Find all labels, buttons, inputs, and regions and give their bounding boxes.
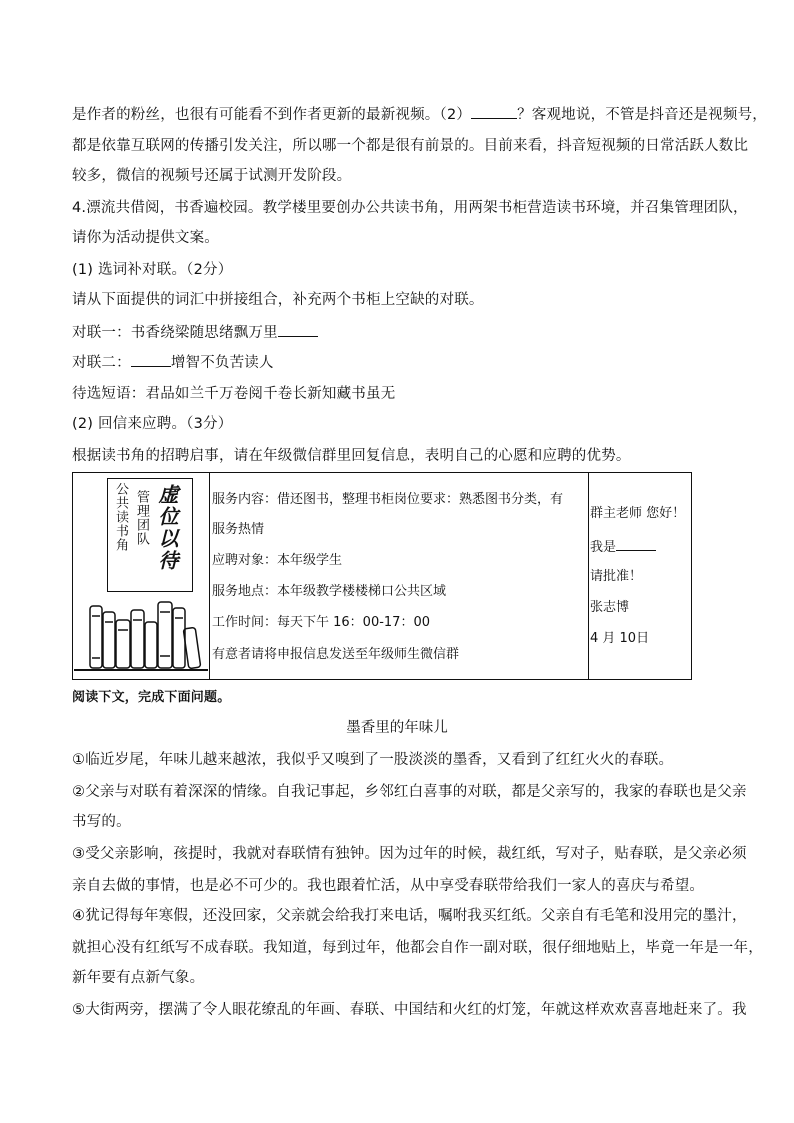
couplet-label: 对联二： <box>72 355 131 371</box>
question-4-1: (1) 选词补对联。（2分） <box>72 262 233 278</box>
books-icon <box>74 592 208 678</box>
text-line: 较多，微信的视频号还属于试测开发阶段。 <box>72 168 352 184</box>
notice-time: 工作时间：每天下午 16：00-17：00 <box>212 615 430 630</box>
reply-text: 我是 <box>590 540 617 555</box>
paragraph-2: ②父亲与对联有着深深的情缘。自我记事起，乡邻红白喜事的对联，都是父亲写的，我家的春联也是父亲 <box>72 784 747 800</box>
couplet-text: 增智不负苦读人 <box>170 355 274 371</box>
question-4: 4.漂流共借阅，书香遍校园。教学楼里要创办公共读书角，用两架书柜营造读书环境，并召集管理团队， <box>72 200 748 216</box>
text-segment: ？客观地说，不管是抖音还是视频号， <box>517 107 767 123</box>
reading-instruction: 阅读下文，完成下面问题。 <box>72 690 231 705</box>
text-line: 都是依靠互联网的传播引发关注，所以哪一个都是很有前景的。目前来看，抖音短视频的日常活跃人数比 <box>72 138 749 154</box>
paragraph-4-cont: 新年要有点新气象。 <box>72 970 205 986</box>
poster-text-team: 管理团队 <box>134 490 149 546</box>
poster-calligraphy: 虚位以待 <box>155 484 179 572</box>
answer-blank[interactable] <box>278 322 318 337</box>
word-choices: 待选短语：君品如兰千万卷阅千卷长新知藏书虽无 <box>72 386 396 402</box>
reply-date: 4 月 10日 <box>590 631 650 646</box>
couplet-text: 对联一：书香绕梁随思绪飘万里 <box>72 325 278 341</box>
text-line: 请从下面提供的词汇中拼接组合，补充两个书柜上空缺的对联。 <box>72 292 484 308</box>
text-line <box>72 104 767 125</box>
paragraph-4: ④犹记得每年寒假，还没回家，父亲就会给我打来电话，嘱咐我买红纸。父亲自有毛笔和没用完的墨汁， <box>72 908 747 924</box>
reply-signature: 张志博 <box>590 600 630 615</box>
notice-target: 应聘对象：本年级学生 <box>212 553 343 568</box>
answer-blank[interactable] <box>471 104 517 119</box>
text-line: 根据读书角的招聘启事，请在年级微信群里回复信息，表明自己的心愿和应聘的优势。 <box>72 448 631 464</box>
couplet-2 <box>72 352 274 373</box>
reply-approve: 请批准！ <box>590 569 643 584</box>
paragraph-4-cont: 就担心没有红纸写不成春联。我知道，每到过年，他都会自作一副对联，很仔细地贴上，毕竟一年是一年， <box>72 940 763 956</box>
paragraph-3: ③受父亲影响，孩提时，我就对春联情有独钟。因为过年的时候，裁红纸，写对子，贴春联，是父亲必须 <box>72 846 747 862</box>
paragraph-3-cont: 亲自去做的事情，也是必不可少的。我也跟着忙活，从中享受春联带给我们一家人的喜庆与希望。 <box>72 878 705 894</box>
couplet-1 <box>72 322 318 343</box>
reply-greeting: 群主老师 您好！ <box>590 506 686 521</box>
notice-service-cont: 服务热情 <box>212 522 265 537</box>
paragraph-5: ⑤大街两旁，摆满了令人眼花缭乱的年画、春联、中国结和火红的灯笼，年就这样欢欢喜喜地赶来了。我 <box>72 1002 747 1018</box>
notice-location: 服务地点：本年级教学楼楼梯口公共区域 <box>212 584 447 599</box>
paragraph-1: ①临近岁尾，年味儿越来越浓，我似乎又嗅到了一股淡淡的墨香，又看到了红红火火的春联。 <box>72 752 674 768</box>
answer-blank[interactable] <box>131 352 171 367</box>
essay-title: 墨香里的年味儿 <box>346 720 448 736</box>
paragraph-2-cont: 书写的。 <box>72 814 131 830</box>
notice-contact: 有意者请将申报信息发送至年级师生微信群 <box>212 647 460 662</box>
poster-text-reading-corner: 公共读书角 <box>113 482 128 552</box>
question-4-2: (2) 回信来应聘。（3分） <box>72 416 233 432</box>
reply-name-line <box>590 537 656 557</box>
text-segment: 是作者的粉丝，也很有可能看不到作者更新的最新视频。（2） <box>72 107 472 123</box>
answer-blank[interactable] <box>616 537 656 551</box>
notice-service: 服务内容：借还图书，整理书柜岗位要求：熟悉图书分类，有 <box>212 492 564 507</box>
text-line: 请你为活动提供文案。 <box>72 230 219 246</box>
